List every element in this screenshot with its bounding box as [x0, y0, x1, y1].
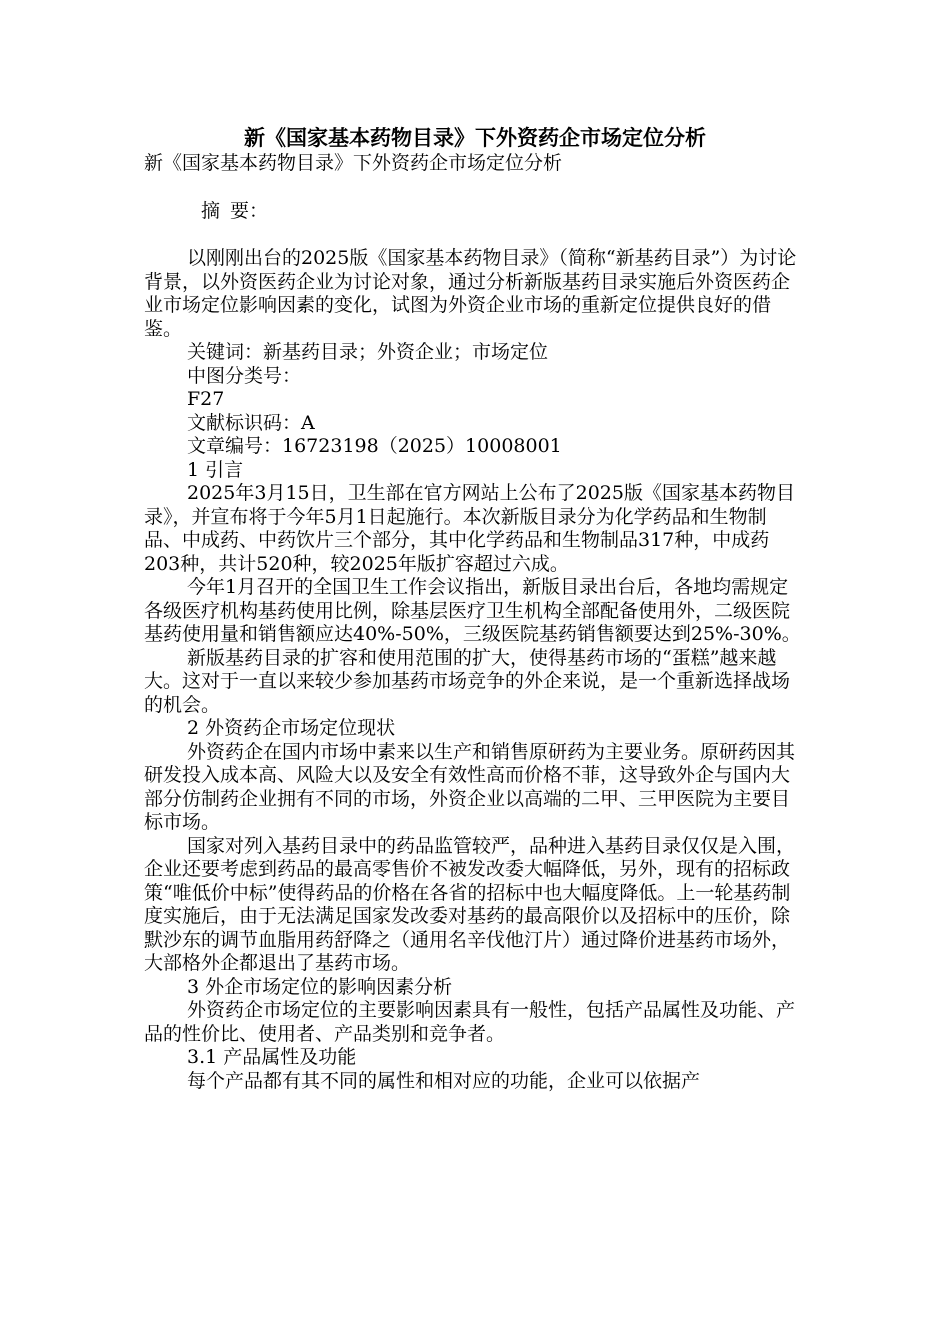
- section-heading: 2 外资药企市场定位现状: [187, 717, 396, 739]
- paragraph: 新版基药目录的扩容和使用范围的扩大，使得基药市场的“蛋糕”越来越大。这对于一直以来较少参加基药市场竞争的外企来说，是一个重新选择战场的机会。: [144, 646, 791, 716]
- clc-value: F27: [187, 388, 225, 410]
- paragraph: 外资药企市场定位的主要影响因素具有一般性，包括产品属性及功能、产品的性价比、使用者、产品类别和竞争者。: [144, 999, 796, 1045]
- subsection-heading: 3.1 产品属性及功能: [187, 1046, 357, 1068]
- paragraph: 今年1月召开的全国卫生工作会议指出，新版目录出台后，各地均需规定各级医疗机构基药使用比例，除基层医疗卫生机构全部配备使用外，二级医院基药使用量和销售额应达40%-50%，三级医院基药销售额要达到25%-30%。: [144, 576, 801, 645]
- keywords: 关键词：新基药目录；外资企业；市场定位: [187, 341, 549, 363]
- section-heading: 1 引言: [187, 458, 244, 481]
- abstract-label-part-2: 要：: [230, 199, 269, 222]
- clc-label: 中图分类号：: [187, 364, 302, 387]
- section-heading: 3 外企市场定位的影响因素分析: [187, 975, 453, 998]
- paragraph: 每个产品都有其不同的属性和相对应的功能，企业可以依据产: [187, 1069, 701, 1092]
- abstract-label: [144, 200, 804, 224]
- article-number: 文章编号：16723198（2025）10008001: [187, 435, 562, 457]
- document-body: [144, 152, 804, 1093]
- document-code: 文献标识码：A: [187, 411, 315, 434]
- paragraph: 2025年3月15日，卫生部在官方网站上公布了2025版《国家基本药物目录》，并宣布将于今年5月1日起施行。本次新版目录分为化学药品和生物制品、中成药、中药饮片三个部分，其中化学药品和生物制品317种，中成药203种，共计520种，较2025年版扩容超过六成。: [144, 482, 795, 575]
- paragraph: 国家对列入基药目录中的药品监管较严，品种进入基药目录仅仅是入围，企业还要考虑到药品的最高零售价不被发改委大幅降低，另外，现有的招标政策“唯低价中标”使得药品的价格在各省的招标中也大幅度降低。上一轮基药制度实施后，由于无法满足国家发改委对基药的最高限价以及招标中的压价，除默沙东的调节血脂用药舒降之（通用名辛伐他汀片）通过降价进基药市场外，大部格外企都退出了基药市场。: [144, 834, 796, 974]
- abstract-label-part-1: 摘: [201, 199, 221, 222]
- abstract-text: 以刚刚出台的2025版《国家基本药物目录》（简称“新基药目录”）为讨论背景，以外资医药企业为讨论对象，通过分析新版基药目录实施后外资医药企业市场定位影响因素的变化，试图为外资企业市场的重新定位提供良好的借鉴。: [144, 247, 797, 340]
- document-title: 新《国家基本药物目录》下外资药企市场定位分析: [244, 125, 706, 150]
- paragraph: 外资药企在国内市场中素来以生产和销售原研药为主要业务。原研药因其研发投入成本高、风险大以及安全有效性高而价格不菲，这导致外企与国内大部分仿制药企业拥有不同的市场，外资企业以高端的二甲、三甲医院为主要目标市场。: [144, 740, 796, 833]
- document-subtitle: 新《国家基本药物目录》下外资药企市场定位分析: [144, 152, 563, 174]
